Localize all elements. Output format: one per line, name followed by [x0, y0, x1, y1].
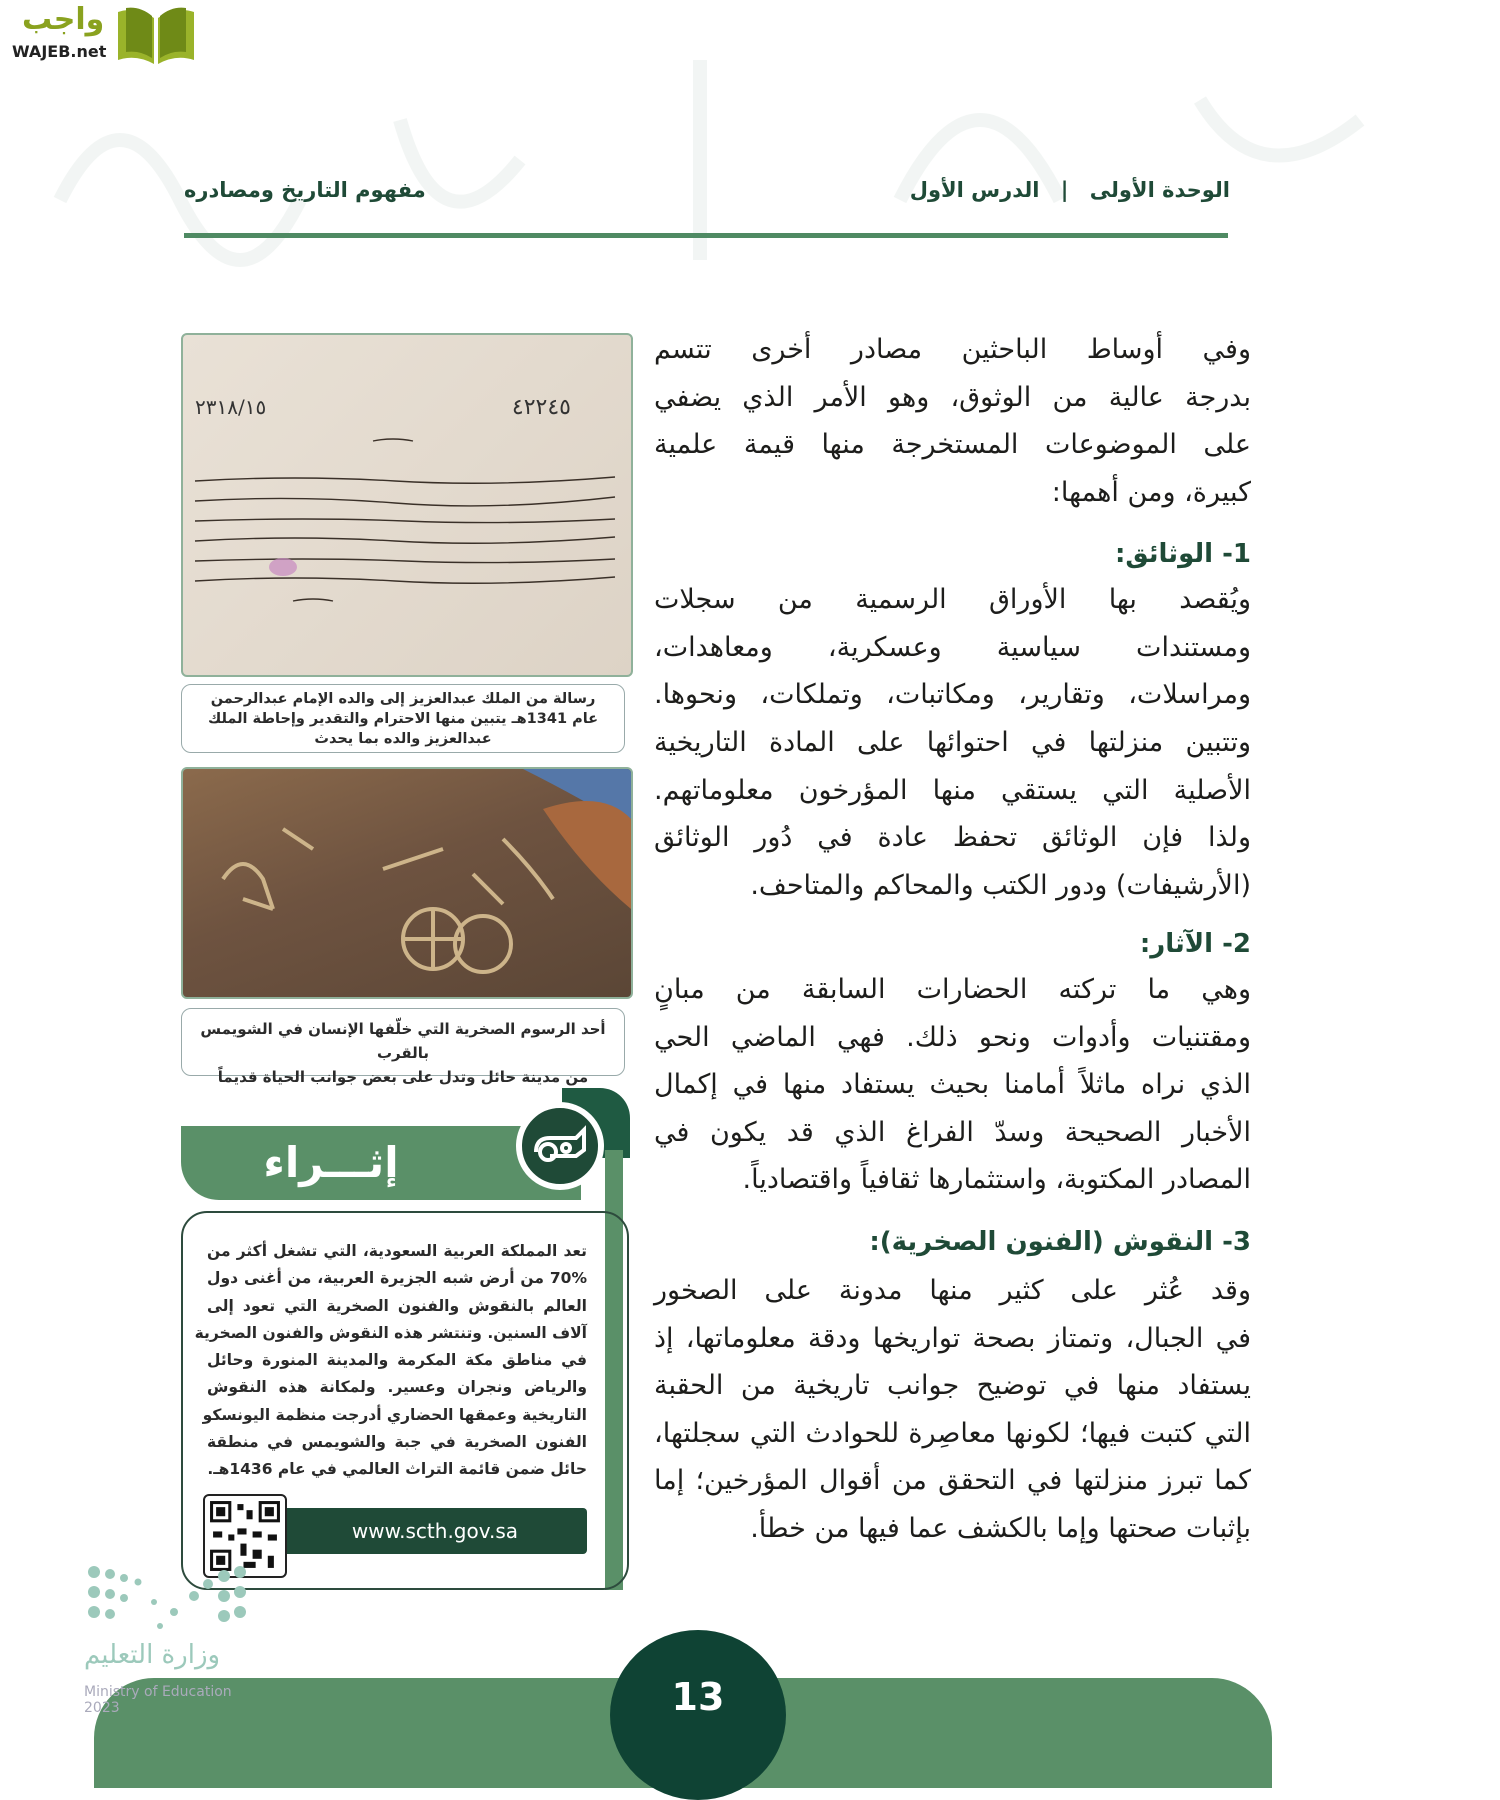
book-icon [114, 4, 198, 66]
section-heading-inscriptions: 3- النقوش (الفنون الصخرية): [869, 1227, 1251, 1257]
antiquities-paragraph [654, 966, 1251, 1204]
text-line: العالم بالنقوش والفنون الصخرية التي تعود إلى [207, 1296, 587, 1315]
scth-website-link[interactable]: www.scth.gov.sa [283, 1508, 587, 1554]
section-heading-antiquities: 2- الآثار: [1139, 929, 1251, 959]
topic-title: مفهوم التاريخ ومصادره [184, 178, 426, 202]
lesson-label: الدرس الأول [909, 178, 1040, 202]
text-line: حائل ضمن قائمة التراث العالمي في عام 1436هـ. [207, 1460, 587, 1479]
text-line: ومقتنيات وأدوات ونحو ذلك. فهي الماضي الحي [654, 1021, 1251, 1053]
section-heading-documents: 1- الوثائق: [1114, 539, 1251, 569]
page-number: 13 [610, 1630, 786, 1800]
text-line: بدرجة عالية من الوثوق، وهو الأمر الذي يضفي [654, 381, 1251, 413]
text-line: التي كتبت فيها؛ لكونها معاصِرة للحوادث التي سجلتها، [654, 1417, 1251, 1449]
text-line: ومراسلات، وتقارير، ومكاتبات، وتملكات، ونحوها. [654, 679, 1251, 710]
wajeb-logo [10, 4, 190, 66]
inscriptions-paragraph [654, 1267, 1251, 1552]
calligraphy-background-pattern [0, 0, 1500, 330]
text-line: الذي نراه ماثلاً أمامنا بحيث يستفاد منها في إكمال [654, 1069, 1251, 1100]
text-line: ويُقصد بها الأوراق الرسمية من سجلات [654, 584, 1251, 615]
text-line: ومستندات سياسية وعسكرية، ومعاهدات، [654, 631, 1251, 663]
letter-date: ٢٣١٨/١٥ [195, 395, 267, 419]
documents-paragraph-1 [654, 576, 1251, 719]
caption-line: عبدالعزيز والده بما يحدث [314, 731, 492, 747]
text-line: في الجبال، وتمتاز بصحة تواريخها ودقة معلوماتها، إذ [654, 1322, 1251, 1354]
scroll-icon [516, 1102, 604, 1190]
handwriting-lines [183, 335, 631, 675]
ministry-name-english [84, 1684, 232, 1716]
caption-line: رسالة من الملك عبدالعزيز إلى والده الإمام عبدالرحمن [210, 691, 596, 707]
ministry-name-arabic: وزارة التعليم [84, 1640, 221, 1670]
ministry-year: 2023 [84, 1700, 120, 1716]
rock-art-drawing [183, 769, 631, 997]
text-line: على الموضوعات المستخرجة منها قيمة علمية [654, 429, 1251, 460]
documents-paragraph-2 [654, 719, 1251, 909]
unit-lesson-header [910, 178, 1230, 202]
text-line: كما تبرز منزلتها في التحقق من أقوال المؤرخين؛ إما [654, 1465, 1251, 1496]
letter-number: ٤٢٢٤٥ [511, 395, 571, 420]
text-line: المصادر المكتوبة، واستثمارها ثقافياً واقتصادياً. [742, 1164, 1251, 1195]
header-separator: | [1060, 178, 1069, 202]
text-line: بإثبات صحتها وإما بالكشف عما فيها من خطأ. [750, 1512, 1251, 1544]
enrichment-title: إثـــراء [263, 1138, 399, 1187]
text-line: والرياض ونجران وعسير. ولمكانة هذه النقوش [207, 1378, 587, 1397]
text-line: ولذا فإن الوثائق تحفظ عادة في دُور الوثائق [654, 822, 1251, 853]
intro-paragraph [654, 326, 1251, 516]
rock-art-image [181, 767, 633, 999]
text-line: التاريخية وعمقها الحضاري أدرجت منظمة اليونسكو [202, 1405, 587, 1424]
text-line: (الأرشيفات) ودور الكتب والمحاكم والمتاحف. [750, 869, 1251, 901]
header-divider [184, 233, 1228, 238]
text-line: آلاف السنين. وتنتشر هذه النقوش والفنون الصخرية [194, 1323, 587, 1342]
text-line: وقد عُثر على كثير منها مدونة على الصخور [654, 1275, 1251, 1306]
text-line: الأصلية التي يستقي منها المؤرخون معلوماتهم. [654, 774, 1251, 806]
letter-caption [181, 684, 625, 753]
ministry-dots-logo [84, 1562, 264, 1632]
text-line: في مناطق مكة المكرمة والمدينة المنورة وحائل [207, 1351, 587, 1370]
logo-arabic: واجب [22, 2, 105, 37]
text-line: كبيرة، ومن أهمها: [1051, 476, 1251, 508]
text-line: الأخبار الصحيحة وسدّ الفراغ الذي قد يكون في [654, 1116, 1251, 1148]
caption-line: من مدينة حائل وتدل على بعض جوانب الحياة قديماً [217, 1068, 589, 1086]
text-line: يستفاد منها في توضيح جوانب تاريخية من الحقبة [654, 1370, 1251, 1401]
ministry-en-text: Ministry of Education [84, 1684, 232, 1700]
text-line: الفنون الصخرية في جبة والشويمس في منطقة [207, 1433, 587, 1452]
rock-art-caption [181, 1008, 625, 1086]
caption-line: أحد الرسوم الصخرية التي خلّفها الإنسان في الشويمس بالقرب [200, 1020, 606, 1062]
enrichment-text [194, 1238, 587, 1484]
text-line: وتتبين منزلتها في احتوائها على المادة التاريخية [654, 727, 1251, 758]
text-line: وهي ما تركته الحضارات السابقة من مبانٍ [654, 974, 1251, 1005]
text-line: وفي أوساط الباحثين مصادر أخرى تتسم [654, 334, 1251, 365]
caption-line: عام 1341هـ يتبين منها الاحترام والتقدير وإحاطة الملك [207, 711, 599, 727]
unit-label: الوحدة الأولى [1089, 178, 1230, 202]
text-line: تعد المملكة العربية السعودية، التي تشغل أكثر من [207, 1242, 587, 1260]
logo-latin: WAJEB.net [12, 42, 107, 61]
text-line: 70% من أرض شبه الجزيرة العربية، من أغنى دول [207, 1269, 587, 1288]
king-letter-image [181, 333, 633, 677]
